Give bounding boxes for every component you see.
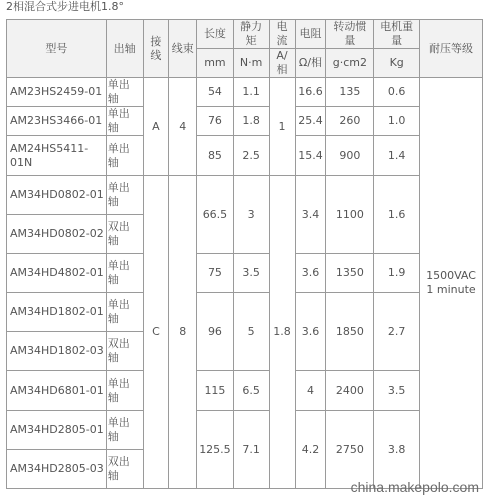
shaft-cell: 单出轴 [106,254,143,293]
leads-cell: 8 [169,176,197,489]
table-row [7,411,483,450]
length-cell: 96 [197,293,234,371]
inertia-cell: 900 [326,136,374,176]
resistance-cell: 3.4 [295,176,326,254]
leads-cell: 4 [169,78,197,176]
resistance-cell: 4 [295,371,326,411]
inertia-cell: 1100 [326,176,374,254]
watermark: china.makepolo.com [350,479,479,495]
model-cell: AM34HD2805-03 [7,450,107,489]
model-cell: AM34HD6801-01 [7,371,107,411]
weight-cell: 3.8 [374,411,420,489]
table-row [7,136,483,176]
unit-current: A/相 [269,49,295,78]
weight-cell: 3.5 [374,371,420,411]
model-cell: AM34HD2805-01 [7,411,107,450]
resistance-cell: 3.6 [295,254,326,293]
table-row [7,293,483,332]
motor-spec-table [6,19,483,489]
model-cell: AM24HS5411-01N [7,136,107,176]
length-cell: 115 [197,371,234,411]
current-cell: 1 [269,78,295,176]
wiring-cell: C [143,176,169,489]
header-weight: 电机重量 [374,20,420,49]
torque-cell: 1.1 [233,78,269,107]
shaft-cell: 单出轴 [106,136,143,176]
resistance-cell: 4.2 [295,411,326,489]
inertia-cell: 260 [326,107,374,136]
length-cell: 75 [197,254,234,293]
header-resistance: 电阻 [295,20,326,49]
weight-cell: 1.4 [374,136,420,176]
inertia-cell: 1350 [326,254,374,293]
length-cell: 125.5 [197,411,234,489]
header-wiring: 接线 [143,20,169,78]
unit-torque: N·m [233,49,269,78]
unit-weight: Kg [374,49,420,78]
model-cell: AM34HD4802-01 [7,254,107,293]
wiring-cell: A [143,78,169,176]
header-current: 电流 [269,20,295,49]
resistance-cell: 3.6 [295,293,326,371]
resistance-cell: 16.6 [295,78,326,107]
torque-cell: 5 [233,293,269,371]
table-row [7,254,483,293]
inertia-cell: 2400 [326,371,374,411]
weight-cell: 1.9 [374,254,420,293]
shaft-cell: 双出轴 [106,332,143,371]
length-cell: 76 [197,107,234,136]
shaft-cell: 单出轴 [106,293,143,332]
shaft-cell: 单出轴 [106,411,143,450]
weight-cell: 1.6 [374,176,420,254]
inertia-cell: 1850 [326,293,374,371]
model-cell: AM23HS2459-01 [7,78,107,107]
inertia-cell: 2750 [326,411,374,489]
unit-resistance: Ω/相 [295,49,326,78]
header-leads: 线束 [169,20,197,78]
weight-cell: 0.6 [374,78,420,107]
model-cell: AM34HD0802-01 [7,176,107,215]
torque-cell: 6.5 [233,371,269,411]
model-cell: AM23HS3466-01 [7,107,107,136]
header-model: 型号 [7,20,107,78]
weight-cell: 2.7 [374,293,420,371]
resistance-cell: 15.4 [295,136,326,176]
header-length: 长度 [197,20,234,49]
weight-cell: 1.0 [374,107,420,136]
length-cell: 54 [197,78,234,107]
current-cell: 1.8 [269,176,295,489]
model-cell: AM34HD1802-03 [7,332,107,371]
shaft-cell: 双出轴 [106,215,143,254]
table-row [7,78,483,107]
shaft-cell: 单出轴 [106,78,143,107]
header-torque: 静力矩 [233,20,269,49]
shaft-cell: 单出轴 [106,107,143,136]
model-cell: AM34HD0802-02 [7,215,107,254]
shaft-cell: 双出轴 [106,450,143,489]
length-cell: 85 [197,136,234,176]
torque-cell: 1.8 [233,107,269,136]
torque-cell: 7.1 [233,411,269,489]
table-row [7,371,483,411]
resistance-cell: 25.4 [295,107,326,136]
shaft-cell: 单出轴 [106,176,143,215]
unit-inertia: g·cm2 [326,49,374,78]
length-cell: 66.5 [197,176,234,254]
shaft-cell: 单出轴 [106,371,143,411]
voltage-cell: 1500VAC 1 minute [420,78,483,489]
torque-cell: 3 [233,176,269,254]
header-inertia: 转动惯量 [326,20,374,49]
table-row [7,176,483,215]
table-row [7,107,483,136]
model-cell: AM34HD1802-01 [7,293,107,332]
torque-cell: 2.5 [233,136,269,176]
table-title: 2相混合式步进电机1.8° [6,0,124,13]
unit-length: mm [197,49,234,78]
header-voltage: 耐压等级 [420,20,483,78]
torque-cell: 3.5 [233,254,269,293]
inertia-cell: 135 [326,78,374,107]
header-shaft: 出轴 [106,20,143,78]
